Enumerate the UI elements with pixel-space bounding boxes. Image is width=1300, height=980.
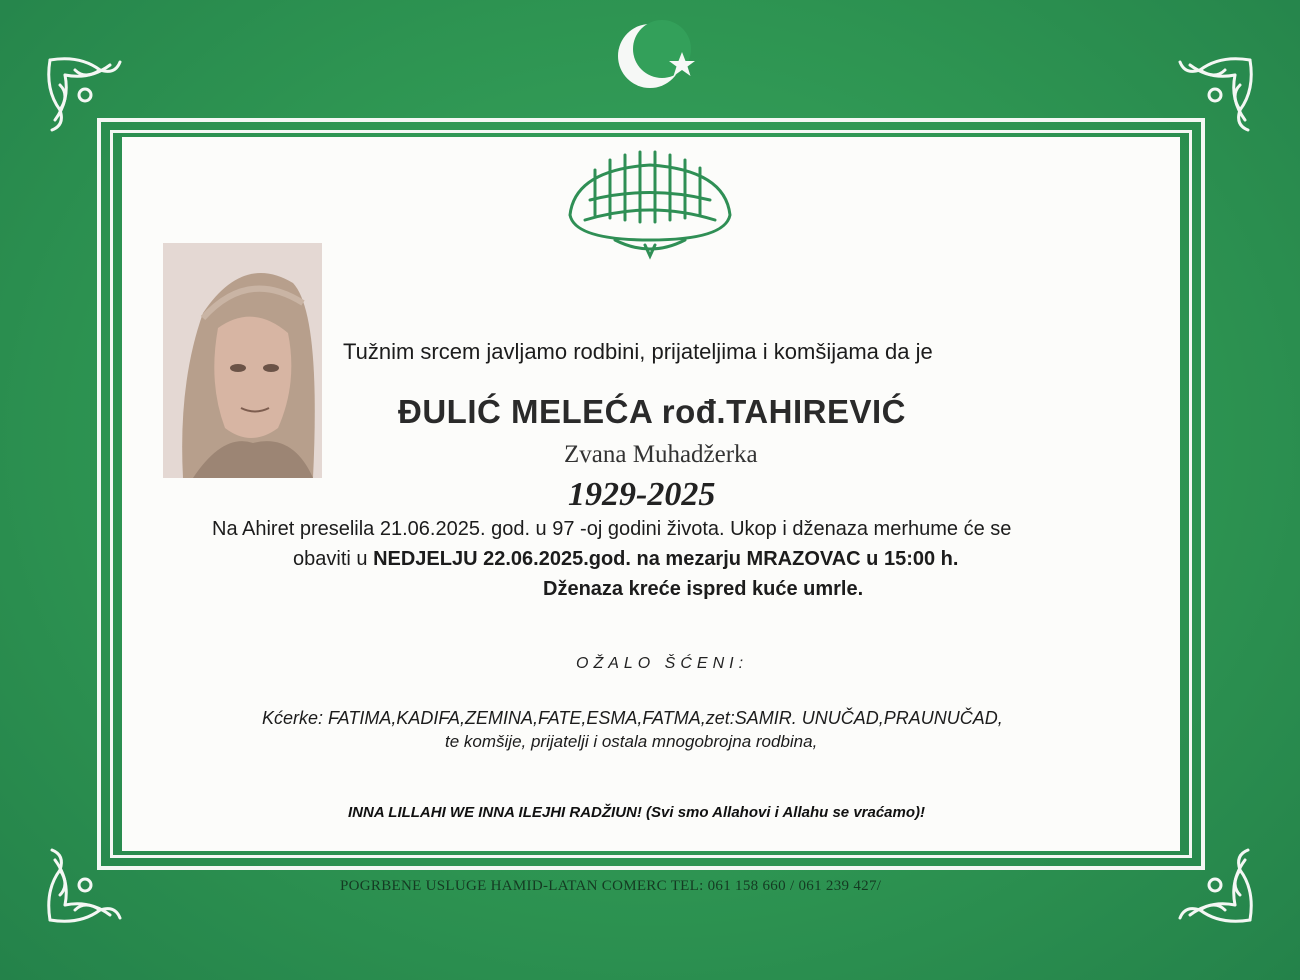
death-details: Na Ahiret preselila 21.06.2025. god. u 97 -oj godini života. Ukop i dženaza merhume će se [212,518,1012,540]
prayer-text: INNA LILLAHI WE INNA ILEJHI RADŽIUN! (Svi smo Allahovi i Allahu se vraćamo)! [348,804,926,821]
family-list-continued: te komšije, prijatelji i ostala mnogobrojna rodbina, [445,732,818,751]
funeral-details-bold: NEDJELJU 22.06.2025.god. na mezarju MRAZOVAC u 15:00 h. [373,548,959,570]
portrait-photo [163,243,322,478]
arabic-calligraphy-icon [555,140,745,260]
crescent-star-icon [612,16,708,100]
life-years: 1929-2025 [568,476,716,513]
funeral-details [293,548,958,571]
funeral-details-prefix: obaviti u [293,548,374,570]
intro-text: Tužnim srcem javljamo rodbini, prijateljima i komšijama da je [343,339,933,364]
nickname: Zvana Muhadžerka [564,441,758,468]
family-list: Kćerke: FATIMA,KADIFA,ZEMINA,FATE,ESMA,FATMA,zet:SAMIR. UNUČAD,PRAUNUČAD, [262,708,1003,728]
mourners-heading: OŽALO ŠĆENI: [576,655,749,672]
funeral-services-footer: POGRBENE USLUGE HAMID-LATAN COMERC TEL: 061 158 660 / 061 239 427/ [340,878,882,894]
deceased-name: ĐULIĆ MELEĆA rođ.TAHIREVIĆ [398,393,906,430]
procession-details: Dženaza kreće ispred kuće umrle. [543,578,864,600]
